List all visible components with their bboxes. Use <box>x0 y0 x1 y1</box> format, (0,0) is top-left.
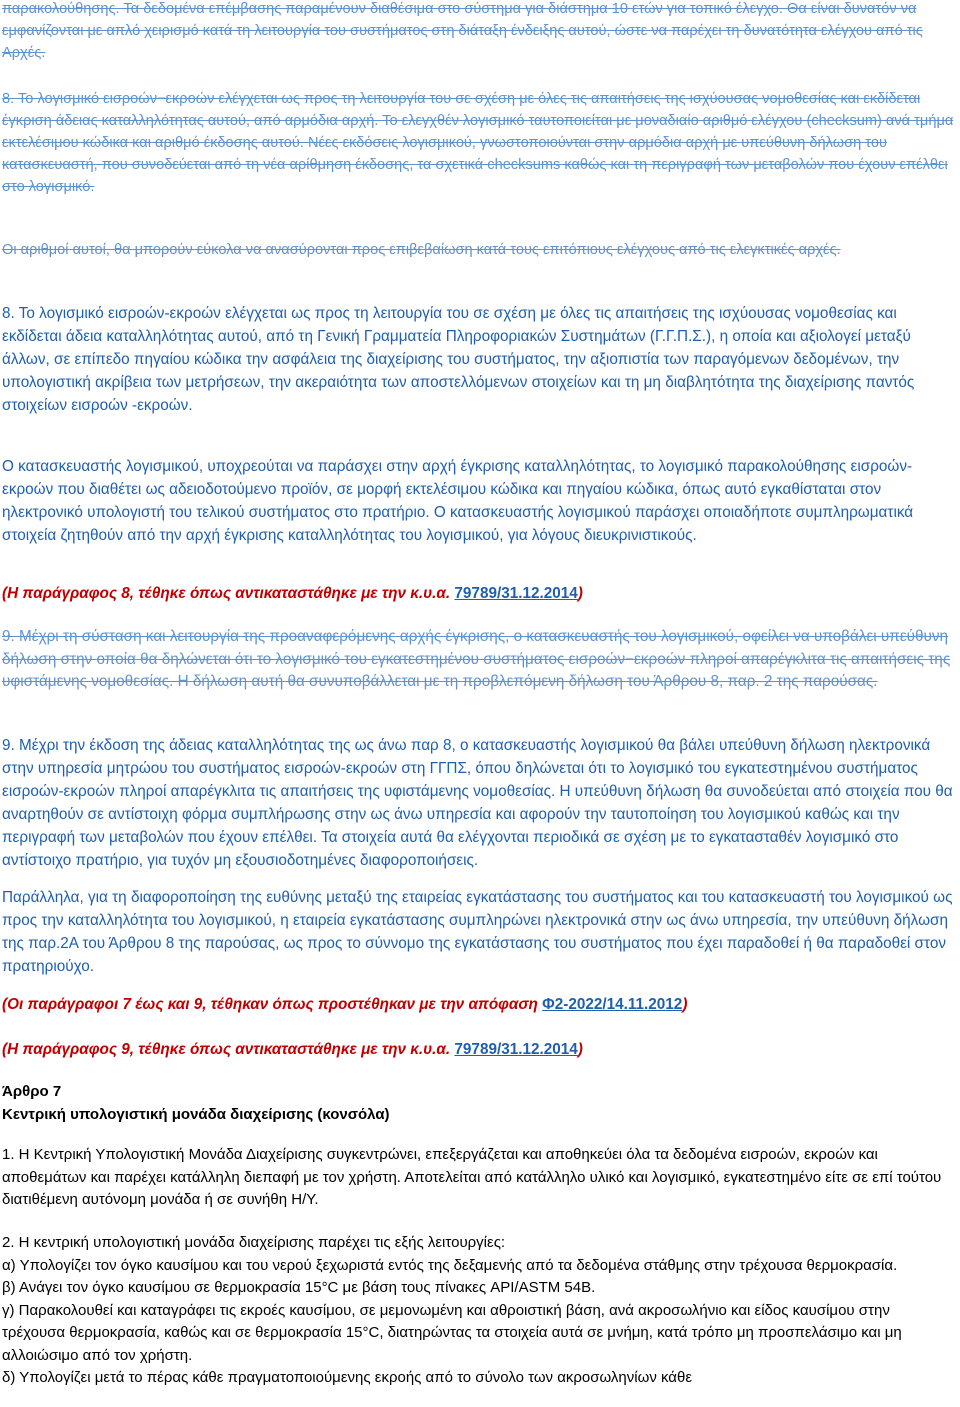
amendment-note-9-text: (Η παράγραφος 9, τέθηκε όπως αντικαταστάθηκε με την κ.υ.α. <box>2 1041 455 1058</box>
amendment-note-8-close: ) <box>577 585 583 602</box>
paragraph-9-new <box>2 734 954 872</box>
paragraph-9-new-text: 9. Μέχρι την έκδοση της άδειας καταλληλότητας της ως άνω παρ 8, ο κατασκευαστής λογισμικού θα βάλει υπεύθυνη δήλωση ηλεκτρονικά στην υπηρεσία μητρώου του συστήματος εισροών-εκροών στη ΓΓΠΣ, όπου δηλώνεται ότι το λογισμικό του εγκατεστημένου συστήματος εισροών-εκροών πληροί απαρέγκλιτα τις απαιτήσεις της υφιστάμενης νομοθεσίας. Η υπεύθυνη δήλωση θα συνοδεύεται από στοιχεία που θα αναρτηθούν σε αντίστοιχη φόρμα συμπλήρωσης στην ως άνω υπηρεσία και αφορούν την ταυτοποίηση του λογισμικού καθώς και την περιγραφή των μεταβολών που έχουν επέλθει. Τα στοιχεία αυτά θα ελέγχονται περιοδικά σε σχέση με το εγκατασταθέν λογισμικό στο αντίστοιχο πρατήριο, για τυχόν μη εξουσιοδοτημένες διαφοροποιήσεις. <box>2 737 953 869</box>
article-paragraph-2 <box>2 1232 954 1390</box>
article-item-d: δ) Υπολογίζει μετά το πέρας κάθε πραγματοποιούμενης εκροής από το σύνολο των ακροσωληνίων κάθε <box>2 1369 692 1386</box>
amendment-note-8 <box>2 582 954 605</box>
paragraph-8-new-b <box>2 455 954 547</box>
paragraph-8-old-text: 8. Το λογισμικό εισροών−εκροών ελέγχεται ως προς τη λειτουργία του σε σχέση με όλες τις απαιτήσεις της ισχύουσας νομοθεσίας και εκδίδεται έγκριση άδειας καταλληλότητας αυτού, από αρμόδια αρχή. Το ελεγχθέν λογισμικό ταυτοποιείται με μοναδιαίο αριθμό ελέγχου (checksum) ανά τμήμα εκτελέσιμου κώδικα και αριθμό έκδοσης αυτού. Νέες εκδόσεις λογισμικού, γνωστοποιούνται στην αρμόδια αρχή με υπεύθυνη δήλωση του κατασκευαστή, που συνοδεύεται από τη νέα αρίθμηση έκδοσης, τα σχετικά checksums καθώς και τη περιγραφή των μεταβολών που έχουν επέλθει στο λογισμικό. <box>2 91 954 195</box>
paragraph-8-old <box>2 88 954 198</box>
paragraph-8-old-b <box>2 239 954 261</box>
paragraph-8-new <box>2 302 954 417</box>
paragraph-8-new-text: 8. Το λογισμικό εισροών-εκροών ελέγχεται ως προς τη λειτουργία του σε σχέση με όλες τις απαιτήσεις της ισχύουσας νομοθεσίας και εκδίδεται άδεια καταλληλότητας αυτού, από τη Γενική Γραμματεία Πληροφοριακών Συστημάτων (Γ.Γ.Π.Σ.), η οποία και αξιολογεί μεταξύ άλλων, σε επίπεδο πηγαίου κώδικα την ασφάλεια της διαχείρισης του συστήματος, την αξιοπιστία των παραγόμενων δεδομένων, την υπολογιστική ακρίβεια των μετρήσεων, την ακεραιότητα των αποστελλόμενων στοιχείων και τη μη διαβλητότητα της διαχείρισης παντός στοιχείων εισροών -εκροών. <box>2 305 915 414</box>
amendment-note-7-9 <box>2 993 954 1016</box>
amendment-note-7-9-close: ) <box>682 996 688 1013</box>
paragraph-9-old-text: 9. Μέχρι τη σύσταση και λειτουργία της προαναφερόμενης αρχής έγκρισης, ο κατασκευαστής του λογισμικού, οφείλει να υποβάλει υπεύθυνη δήλωση στην οποία θα δηλώνεται ότι το λογισμικό του εγκατεστημένου συστήματος εισροών−εκροών πληροί απαρέγκλιτα τις απαιτήσεις της υφιστάμενης νομοθεσίας. Η δήλωση αυτή θα συνυποβάλλεται με τη προβλεπόμενη δήλωση του Άρθρου 8, παρ. 2 της παρούσας. <box>2 628 951 690</box>
article-heading <box>2 1081 954 1126</box>
article-item-a: α) Υπολογίζει τον όγκο καυσίμου και του νερού ξεχωριστά εντός της δεξαμενής από τα δεδομένα στάθμης στην τρέχουσα θερμοκρασία. <box>2 1256 898 1274</box>
paragraph-top-text: παρακολούθησης. Τα δεδομένα επέμβασης παραμένουν διαθέσιμα στο σύστημα για διάστημα 10 ετών για τοπικό έλεγχο. Θα είναι δυνατόν να εμφανίζονται με απλό χειρισμό κατά τη λειτουργία του συστήματος στη διάταξη ένδειξης αυτού, ώστε να παρέχει τη δυνατότητα ελέγχου από τις Αρχές. <box>2 1 923 61</box>
article-paragraph-2-intro: 2. Η κεντρική υπολογιστική μονάδα διαχείρισης παρέχει τις εξής λειτουργίες: <box>2 1234 506 1251</box>
paragraph-top <box>2 0 954 64</box>
article-paragraph-1-text: 1. Η Κεντρική Υπολογιστική Μονάδα Διαχείρισης συγκεντρώνει, επεξεργάζεται και αποθηκεύει όλα τα δεδομένα εισροών, εκροών και αποθεμάτων και παρέχει κατάλληλη διεπαφή με τον χρήστη. Αποτελείται από κατάλληλο υλικό και λογισμικό, εγκατεστημένο είτε σε επί τούτου διατιθέμενη αυτόνομη μονάδα ή σε συνήθη Η/Υ. <box>2 1146 942 1208</box>
amendment-link-79789[interactable]: 79789/31.12.2014 <box>454 585 578 602</box>
amendment-note-8-text: (Η παράγραφος 8, τέθηκε όπως αντικαταστάθηκε με την κ.υ.α. <box>2 585 455 602</box>
article-item-b: β) Ανάγει τον όγκο καυσίμου σε θερμοκρασία 15°C με βάση τους πίνακες API/ASTM 54B. <box>2 1279 596 1296</box>
amendment-note-7-9-text: (Οι παράγραφοι 7 έως και 9, τέθηκαν όπως προστέθηκαν με την απόφαση <box>2 996 543 1013</box>
amendment-note-9 <box>2 1038 954 1061</box>
article-item-c: γ) Παρακολουθεί και καταγράφει τις εκροές καυσίμου, σε μεμονωμένη και αθροιστική βάση, ανά ακροσωλήνιο και είδος καυσίμου στην τρέχουσα θερμοκρασία, καθώς και σε θερμοκρασία 15°C, διατηρώντας τα στοιχεία αυτά σε μνήμη, κατά τρόπο μη προσπελάσιμο και μη αλλοιώσιμο από τον χρήστη. <box>2 1301 902 1364</box>
amendment-note-9-close: ) <box>577 1041 583 1058</box>
amendment-link-f2-2022[interactable]: Φ2-2022/14.11.2012 <box>542 996 683 1013</box>
paragraph-9-old <box>2 626 954 694</box>
paragraph-9-new-b-text: Παράλληλα, για τη διαφοροποίηση της ευθύνης μεταξύ της εταιρείας εγκατάστασης του συστήματος και του κατασκευαστή του λογισμικού ως προς την καταλληλότητα του λογισμικού, η εταιρεία εγκατάστασης συμπληρώνει ηλεκτρονικά στην ως άνω υπηρεσία, την υπεύθυνη δήλωση της παρ.2Α του Άρθρου 8 της παρούσας, ως προς το σύννομο της εγκατάστασης του συστήματος που έχει παραδοθεί ή θα παραδοθεί στον πρατηριούχο. <box>2 889 953 975</box>
article-title: Άρθρο 7 <box>2 1083 62 1100</box>
paragraph-8-new-b-text: Ο κατασκευαστής λογισμικού, υποχρεούται να παράσχει στην αρχή έγκρισης καταλληλότητας, το λογισμικό παρακολούθησης εισροών-εκροών που διαθέτει ως αδειοδοτούμενο προϊόν, σε μορφή εκτελέσιμου κώδικα και πηγαίου κώδικα, όπως αυτό εγκαθίσταται στον ηλεκτρονικό υπολογιστή του τελικού συστήματος στο πρατήριο. Ο κατασκευαστής λογισμικού παράσχει οποιαδήποτε συμπληρωματικά στοιχεία ζητηθούν από την αρχή έγκρισης καταλληλότητας του λογισμικού, για λόγους διευκρινιστικούς. <box>2 458 914 544</box>
article-subtitle: Κεντρική υπολογιστική μονάδα διαχείρισης (κονσόλα) <box>2 1105 390 1123</box>
paragraph-8-old-b-text: Οι αριθμοί αυτοί, θα μπορούν εύκολα να ανασύρονται προς επιβεβαίωση κατά τους επιτόπιους ελέγχους από τις ελεγκτικές αρχές. <box>2 242 841 258</box>
paragraph-9-new-b <box>2 886 954 978</box>
article-paragraph-1 <box>2 1144 954 1212</box>
amendment-link-79789-b[interactable]: 79789/31.12.2014 <box>454 1041 578 1058</box>
